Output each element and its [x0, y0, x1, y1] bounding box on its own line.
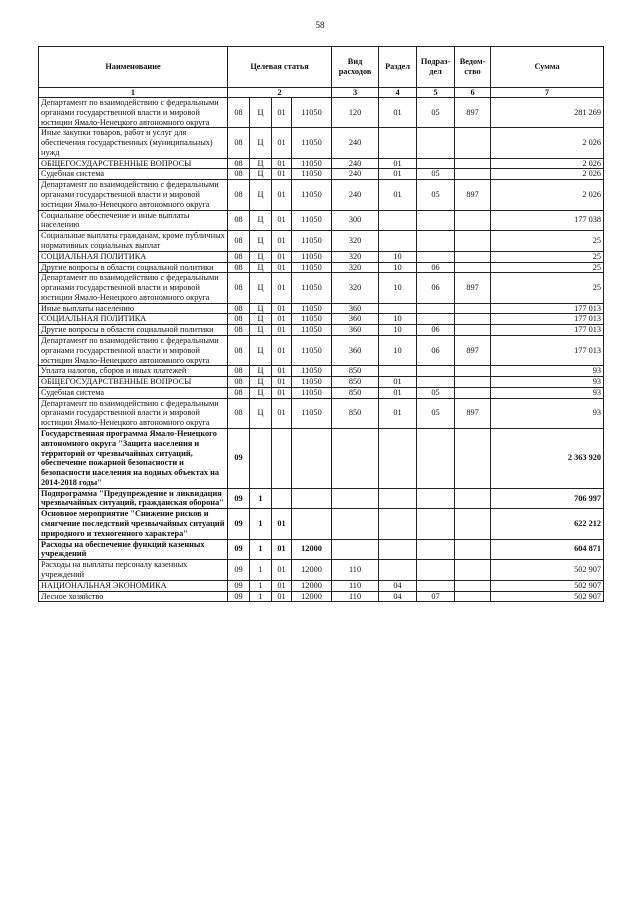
cell-name: Социальное обеспечение и иные выплаты населению: [39, 210, 228, 231]
cell-subsection: 05: [417, 169, 455, 180]
table-row: [39, 591, 604, 602]
cell-subprogram: Ц: [250, 303, 272, 314]
cell-department: [455, 387, 491, 398]
cell-subsection: [417, 231, 455, 252]
cell-expense-type: 110: [332, 560, 379, 581]
cell-direction: 11050: [292, 303, 332, 314]
cell-department: [455, 314, 491, 325]
cell-section: [379, 210, 417, 231]
cell-expense-type: 120: [332, 98, 379, 128]
cell-measure: 01: [272, 366, 292, 377]
page-number: 58: [315, 20, 325, 30]
cell-program: 09: [228, 429, 250, 489]
header-amount: Сумма: [491, 47, 604, 88]
cell-subprogram: 1: [250, 591, 272, 602]
cell-expense-type: 850: [332, 366, 379, 377]
cell-subsection: 06: [417, 273, 455, 303]
cell-measure: 01: [272, 539, 292, 560]
cell-measure: 01: [272, 231, 292, 252]
cell-program: 08: [228, 251, 250, 262]
column-index: 6: [455, 88, 491, 98]
cell-subsection: 06: [417, 335, 455, 365]
column-index: 3: [332, 88, 379, 98]
cell-name: Государственная программа Ямало-Ненецкого автономного округа "Защита населения и территорий от чрезвычайных ситуаций, обеспечение пожарной безопасности и безопасности населения на водных объектах на 2014-2018 годы": [39, 429, 228, 489]
cell-direction: 11050: [292, 98, 332, 128]
cell-expense-type: 360: [332, 325, 379, 336]
cell-section: 01: [379, 398, 417, 428]
cell-name: Лесное хозяйство: [39, 591, 228, 602]
cell-section: 04: [379, 591, 417, 602]
cell-amount: 604 871: [491, 539, 604, 560]
cell-name: Другие вопросы в области социальной политики: [39, 325, 228, 336]
cell-program: 08: [228, 98, 250, 128]
cell-amount: 2 363 920: [491, 429, 604, 489]
cell-amount: 2 026: [491, 158, 604, 169]
header-section: Раздел: [379, 47, 417, 88]
cell-subprogram: Ц: [250, 231, 272, 252]
cell-expense-type: 110: [332, 591, 379, 602]
cell-subprogram: Ц: [250, 314, 272, 325]
cell-amount: 502 907: [491, 580, 604, 591]
cell-measure: 01: [272, 128, 292, 158]
cell-name: Другие вопросы в области социальной политики: [39, 262, 228, 273]
cell-subsection: [417, 560, 455, 581]
cell-program: 08: [228, 158, 250, 169]
cell-program: 08: [228, 366, 250, 377]
cell-subprogram: Ц: [250, 158, 272, 169]
cell-subsection: [417, 251, 455, 262]
cell-direction: 11050: [292, 158, 332, 169]
cell-subsection: 06: [417, 262, 455, 273]
cell-department: [455, 539, 491, 560]
cell-department: [455, 169, 491, 180]
column-index: 7: [491, 88, 604, 98]
cell-section: [379, 429, 417, 489]
table-row: [39, 387, 604, 398]
table-row: [39, 98, 604, 128]
cell-direction: 11050: [292, 387, 332, 398]
table-row: [39, 398, 604, 428]
cell-subsection: 06: [417, 325, 455, 336]
cell-subsection: [417, 314, 455, 325]
cell-section: 01: [379, 98, 417, 128]
cell-name: НАЦИОНАЛЬНАЯ ЭКОНОМИКА: [39, 580, 228, 591]
header-expense-type: Вид расходов: [332, 47, 379, 88]
cell-direction: [292, 488, 332, 509]
cell-department: [455, 377, 491, 388]
cell-name: СОЦИАЛЬНАЯ ПОЛИТИКА: [39, 314, 228, 325]
cell-expense-type: [332, 509, 379, 539]
cell-section: 10: [379, 314, 417, 325]
table-row: [39, 580, 604, 591]
cell-expense-type: 320: [332, 273, 379, 303]
cell-direction: 11050: [292, 273, 332, 303]
cell-amount: 93: [491, 398, 604, 428]
cell-subprogram: Ц: [250, 335, 272, 365]
cell-expense-type: [332, 539, 379, 560]
cell-subsection: [417, 539, 455, 560]
cell-amount: 25: [491, 231, 604, 252]
cell-direction: 11050: [292, 366, 332, 377]
cell-program: 09: [228, 539, 250, 560]
cell-department: [455, 128, 491, 158]
cell-name: Расходы на обеспечение функций казенных учреждений: [39, 539, 228, 560]
table-row: [39, 509, 604, 539]
cell-direction: 11050: [292, 128, 332, 158]
table-row: [39, 273, 604, 303]
table-row: [39, 560, 604, 581]
cell-measure: [272, 429, 292, 489]
cell-subprogram: Ц: [250, 251, 272, 262]
cell-department: [455, 366, 491, 377]
cell-measure: 01: [272, 509, 292, 539]
cell-expense-type: [332, 429, 379, 489]
cell-program: 09: [228, 591, 250, 602]
table-row: [39, 262, 604, 273]
cell-measure: 01: [272, 335, 292, 365]
column-index: 4: [379, 88, 417, 98]
cell-measure: 01: [272, 325, 292, 336]
cell-subprogram: Ц: [250, 273, 272, 303]
cell-direction: 11050: [292, 335, 332, 365]
cell-section: 04: [379, 580, 417, 591]
cell-section: [379, 128, 417, 158]
cell-subsection: 05: [417, 398, 455, 428]
cell-amount: 177 038: [491, 210, 604, 231]
cell-measure: [272, 488, 292, 509]
cell-name: ОБЩЕГОСУДАРСТВЕННЫЕ ВОПРОСЫ: [39, 377, 228, 388]
cell-name: Департамент по взаимодействию с федеральными органами государственной власти и мировой юстиции Ямало-Ненецкого автономного округа: [39, 273, 228, 303]
column-index-row: [39, 88, 604, 98]
cell-expense-type: [332, 488, 379, 509]
cell-section: 01: [379, 169, 417, 180]
cell-measure: 01: [272, 591, 292, 602]
cell-department: [455, 591, 491, 602]
cell-subprogram: Ц: [250, 325, 272, 336]
cell-program: 08: [228, 128, 250, 158]
cell-subprogram: Ц: [250, 387, 272, 398]
cell-subprogram: Ц: [250, 180, 272, 210]
cell-measure: 01: [272, 560, 292, 581]
cell-measure: 01: [272, 169, 292, 180]
cell-expense-type: 360: [332, 335, 379, 365]
cell-expense-type: 360: [332, 314, 379, 325]
cell-subprogram: Ц: [250, 128, 272, 158]
cell-subprogram: [250, 429, 272, 489]
cell-amount: 93: [491, 366, 604, 377]
cell-subprogram: Ц: [250, 210, 272, 231]
cell-subsection: 05: [417, 98, 455, 128]
column-index: 5: [417, 88, 455, 98]
cell-measure: 01: [272, 314, 292, 325]
cell-name: Расходы на выплаты персоналу казенных учреждений: [39, 560, 228, 581]
cell-department: [455, 325, 491, 336]
column-index: 1: [39, 88, 228, 98]
cell-subprogram: Ц: [250, 366, 272, 377]
cell-measure: 01: [272, 98, 292, 128]
budget-table: [38, 46, 604, 602]
cell-subsection: [417, 128, 455, 158]
header-target-article: Целевая статья: [228, 47, 332, 88]
cell-department: [455, 580, 491, 591]
cell-section: 10: [379, 251, 417, 262]
cell-measure: 01: [272, 262, 292, 273]
cell-amount: 93: [491, 377, 604, 388]
table-row: [39, 210, 604, 231]
table-row: [39, 314, 604, 325]
cell-department: [455, 262, 491, 273]
cell-section: 01: [379, 180, 417, 210]
cell-amount: 177 013: [491, 325, 604, 336]
cell-amount: 502 907: [491, 560, 604, 581]
cell-subprogram: 1: [250, 488, 272, 509]
table-row: [39, 429, 604, 489]
cell-section: [379, 303, 417, 314]
cell-expense-type: 240: [332, 169, 379, 180]
cell-program: 09: [228, 580, 250, 591]
table-row: [39, 325, 604, 336]
cell-amount: 622 212: [491, 509, 604, 539]
cell-name: Департамент по взаимодействию с федеральными органами государственной власти и мировой юстиции Ямало-Ненецкого автономного округа: [39, 398, 228, 428]
cell-direction: 11050: [292, 377, 332, 388]
cell-amount: 25: [491, 273, 604, 303]
cell-program: 08: [228, 314, 250, 325]
cell-subsection: [417, 429, 455, 489]
cell-direction: 11050: [292, 398, 332, 428]
cell-amount: 177 013: [491, 303, 604, 314]
cell-section: [379, 539, 417, 560]
cell-department: [455, 509, 491, 539]
cell-name: Департамент по взаимодействию с федеральными органами государственной власти и мировой юстиции Ямало-Ненецкого автономного округа: [39, 180, 228, 210]
cell-subprogram: Ц: [250, 98, 272, 128]
cell-expense-type: 240: [332, 158, 379, 169]
cell-expense-type: 240: [332, 180, 379, 210]
cell-amount: 25: [491, 251, 604, 262]
cell-program: 08: [228, 387, 250, 398]
cell-section: 10: [379, 262, 417, 273]
cell-subprogram: 1: [250, 560, 272, 581]
column-index: 2: [228, 88, 332, 98]
cell-program: 08: [228, 398, 250, 428]
cell-program: 08: [228, 273, 250, 303]
cell-program: 08: [228, 180, 250, 210]
cell-measure: 01: [272, 398, 292, 428]
cell-program: 09: [228, 560, 250, 581]
cell-expense-type: 850: [332, 387, 379, 398]
cell-department: [455, 210, 491, 231]
cell-amount: 502 907: [491, 591, 604, 602]
cell-direction: 11050: [292, 325, 332, 336]
cell-subsection: [417, 210, 455, 231]
cell-subsection: 05: [417, 180, 455, 210]
cell-subsection: [417, 580, 455, 591]
cell-subprogram: Ц: [250, 398, 272, 428]
cell-direction: 11050: [292, 180, 332, 210]
cell-section: [379, 231, 417, 252]
cell-expense-type: 320: [332, 231, 379, 252]
table-row: [39, 251, 604, 262]
cell-name: Департамент по взаимодействию с федеральными органами государственной власти и мировой юстиции Ямало-Ненецкого автономного округа: [39, 98, 228, 128]
cell-name: Основное мероприятие "Снижение рисков и смягчение последствий чрезвычайных ситуаций природного и техногенного характера": [39, 509, 228, 539]
table-row: [39, 158, 604, 169]
cell-department: 897: [455, 273, 491, 303]
cell-name: Уплата налогов, сборов и иных платежей: [39, 366, 228, 377]
cell-subsection: [417, 303, 455, 314]
cell-name: Социальные выплаты гражданам, кроме публичных нормативных социальных выплат: [39, 231, 228, 252]
header-row: [39, 47, 604, 88]
cell-program: 08: [228, 335, 250, 365]
cell-subsection: [417, 366, 455, 377]
cell-section: [379, 509, 417, 539]
cell-subprogram: 1: [250, 509, 272, 539]
cell-program: 09: [228, 509, 250, 539]
cell-department: [455, 560, 491, 581]
cell-program: 09: [228, 488, 250, 509]
cell-department: 897: [455, 98, 491, 128]
cell-department: [455, 231, 491, 252]
cell-amount: 93: [491, 387, 604, 398]
cell-department: [455, 488, 491, 509]
cell-subprogram: 1: [250, 539, 272, 560]
table-row: [39, 539, 604, 560]
table-row: [39, 180, 604, 210]
cell-amount: 177 013: [491, 335, 604, 365]
cell-subprogram: Ц: [250, 377, 272, 388]
cell-section: 10: [379, 335, 417, 365]
header-department: Ведом-ство: [455, 47, 491, 88]
cell-department: 897: [455, 398, 491, 428]
cell-name: Иные закупки товаров, работ и услуг для обеспечения государственных (муниципальных) нужд: [39, 128, 228, 158]
cell-amount: 706 997: [491, 488, 604, 509]
cell-direction: 12000: [292, 591, 332, 602]
cell-direction: 11050: [292, 231, 332, 252]
cell-amount: 2 026: [491, 180, 604, 210]
table-row: [39, 231, 604, 252]
table-row: [39, 366, 604, 377]
table-row: [39, 488, 604, 509]
cell-direction: 11050: [292, 169, 332, 180]
cell-amount: 2 026: [491, 169, 604, 180]
cell-section: [379, 488, 417, 509]
table-row: [39, 303, 604, 314]
cell-direction: 11050: [292, 210, 332, 231]
cell-expense-type: 110: [332, 580, 379, 591]
cell-measure: 01: [272, 273, 292, 303]
cell-section: [379, 560, 417, 581]
cell-program: 08: [228, 169, 250, 180]
cell-name: Судебная система: [39, 169, 228, 180]
cell-measure: 01: [272, 158, 292, 169]
cell-department: [455, 158, 491, 169]
cell-measure: 01: [272, 180, 292, 210]
header-subsection: Подраз-дел: [417, 47, 455, 88]
table-row: [39, 377, 604, 388]
cell-expense-type: 320: [332, 251, 379, 262]
cell-direction: 11050: [292, 262, 332, 273]
table-row: [39, 169, 604, 180]
cell-amount: 281 269: [491, 98, 604, 128]
cell-direction: 11050: [292, 251, 332, 262]
cell-name: Подпрограмма "Предупреждение и ликвидация чрезвычайных ситуаций, гражданская оборона": [39, 488, 228, 509]
cell-program: 08: [228, 325, 250, 336]
cell-subsection: [417, 509, 455, 539]
cell-amount: 25: [491, 262, 604, 273]
cell-direction: 12000: [292, 539, 332, 560]
cell-measure: 01: [272, 387, 292, 398]
cell-measure: 01: [272, 303, 292, 314]
cell-direction: [292, 429, 332, 489]
cell-section: 01: [379, 158, 417, 169]
cell-measure: 01: [272, 377, 292, 388]
cell-section: 10: [379, 325, 417, 336]
table-body: [39, 98, 604, 602]
cell-department: [455, 251, 491, 262]
cell-subsection: 05: [417, 387, 455, 398]
cell-name: СОЦИАЛЬНАЯ ПОЛИТИКА: [39, 251, 228, 262]
cell-subprogram: Ц: [250, 169, 272, 180]
cell-expense-type: 850: [332, 398, 379, 428]
cell-department: [455, 429, 491, 489]
cell-amount: 2 026: [491, 128, 604, 158]
cell-department: 897: [455, 335, 491, 365]
cell-program: 08: [228, 231, 250, 252]
cell-direction: 12000: [292, 580, 332, 591]
cell-subsection: [417, 377, 455, 388]
cell-name: Департамент по взаимодействию с федеральными органами государственной власти и мировой юстиции Ямало-Ненецкого автономного округа: [39, 335, 228, 365]
cell-expense-type: 240: [332, 128, 379, 158]
cell-section: 10: [379, 273, 417, 303]
cell-name: ОБЩЕГОСУДАРСТВЕННЫЕ ВОПРОСЫ: [39, 158, 228, 169]
cell-measure: 01: [272, 210, 292, 231]
cell-program: 08: [228, 303, 250, 314]
table-row: [39, 335, 604, 365]
cell-measure: 01: [272, 580, 292, 591]
cell-department: 897: [455, 180, 491, 210]
cell-expense-type: 850: [332, 377, 379, 388]
header-name: Наименование: [39, 47, 228, 88]
cell-subprogram: Ц: [250, 262, 272, 273]
cell-section: 01: [379, 377, 417, 388]
cell-department: [455, 303, 491, 314]
cell-section: [379, 366, 417, 377]
cell-subsection: [417, 158, 455, 169]
cell-section: 01: [379, 387, 417, 398]
cell-name: Судебная система: [39, 387, 228, 398]
cell-direction: [292, 509, 332, 539]
cell-expense-type: 320: [332, 262, 379, 273]
cell-measure: 01: [272, 251, 292, 262]
cell-program: 08: [228, 262, 250, 273]
cell-amount: 177 013: [491, 314, 604, 325]
cell-expense-type: 300: [332, 210, 379, 231]
table-row: [39, 128, 604, 158]
cell-subsection: [417, 488, 455, 509]
cell-direction: 11050: [292, 314, 332, 325]
cell-direction: 12000: [292, 560, 332, 581]
cell-name: Иные выплаты населению: [39, 303, 228, 314]
cell-subprogram: 1: [250, 580, 272, 591]
cell-expense-type: 360: [332, 303, 379, 314]
cell-program: 08: [228, 210, 250, 231]
cell-program: 08: [228, 377, 250, 388]
cell-subsection: 07: [417, 591, 455, 602]
